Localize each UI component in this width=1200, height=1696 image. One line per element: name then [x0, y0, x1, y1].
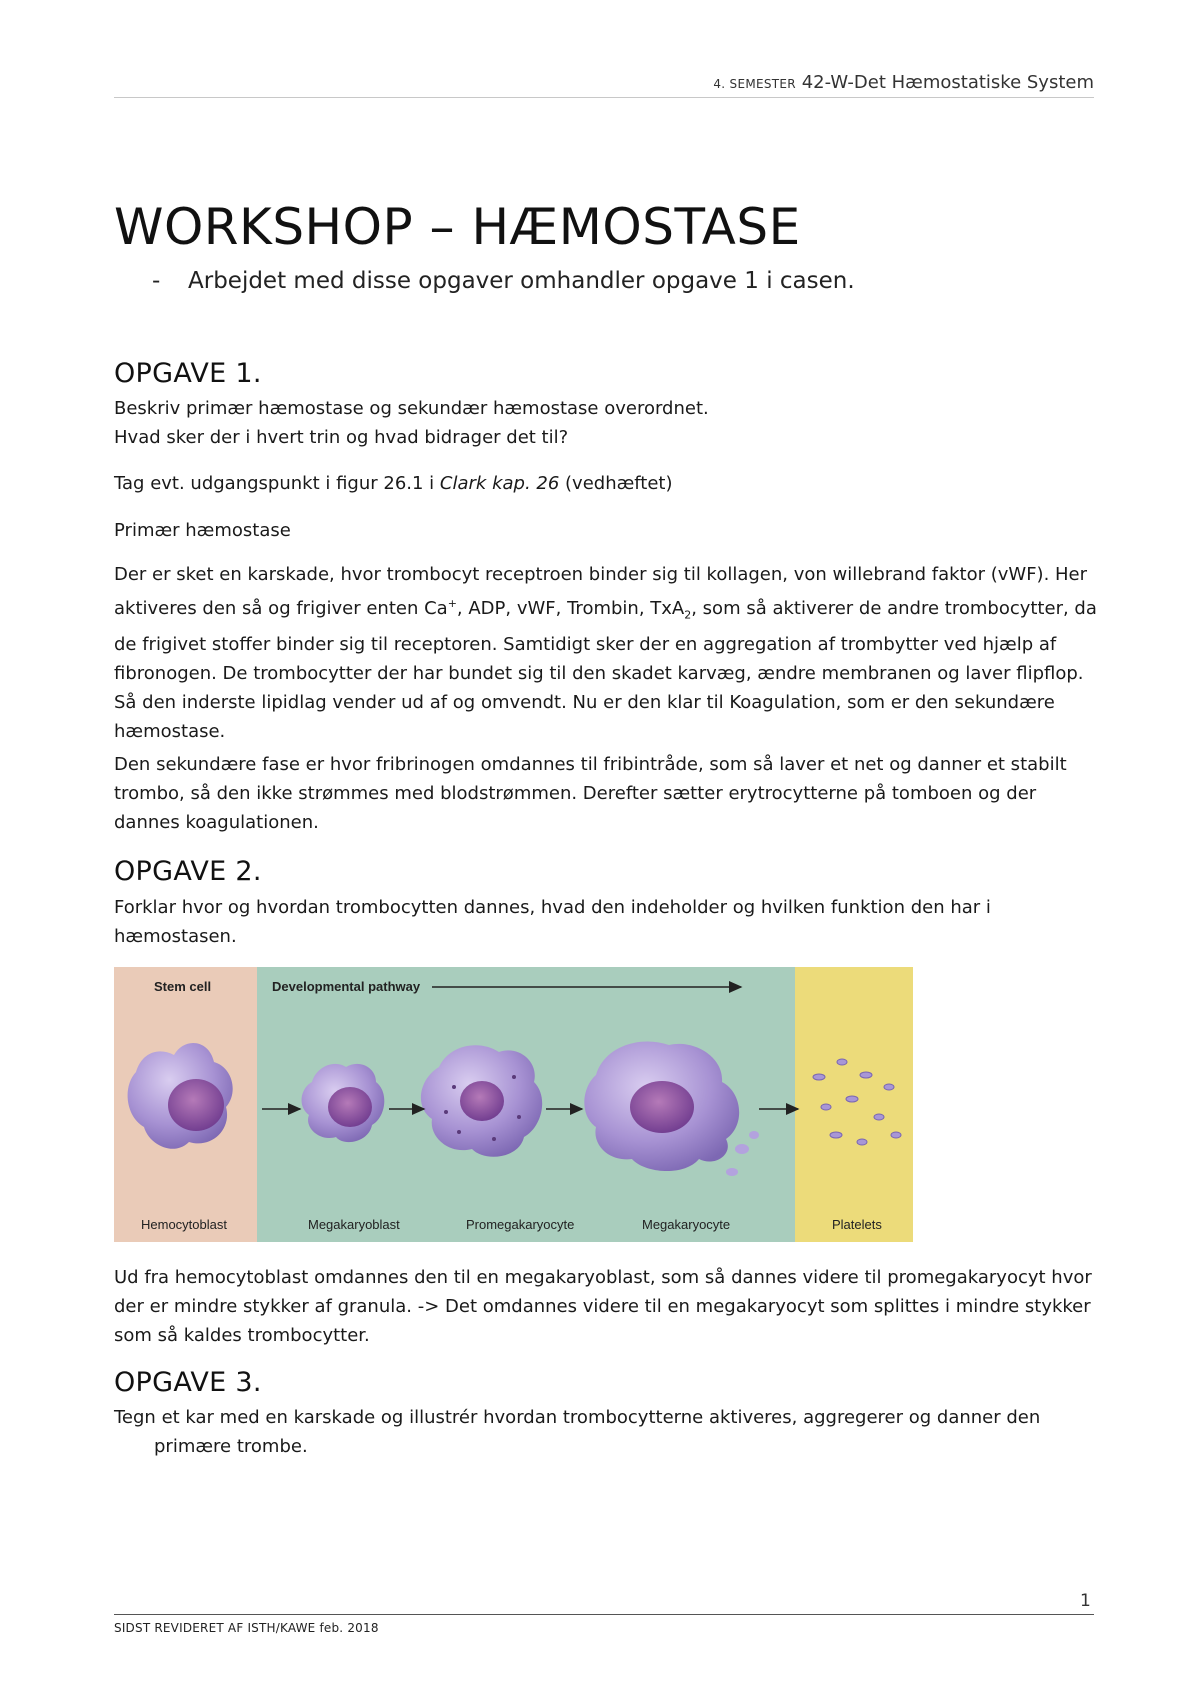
platelets-panel: [795, 967, 913, 1242]
opgave1-heading: OPGAVE 1.: [114, 358, 262, 389]
intro-bullet: [152, 268, 855, 294]
intro-bullet-text: Arbejdet med disse opgaver omhandler opgave 1 i casen.: [188, 268, 855, 294]
opgave3-question-line1: Tegn et kar med en karskade og illustrér hvordan trombocytterne aktiveres, aggregerer og danner den: [114, 1407, 1041, 1428]
header-semester: 4. SEMESTER: [713, 77, 796, 91]
opgave1-answer-secondary: Den sekundære fase er hvor fribrinogen omdannes til fribintråde, som så laver et net og danner et stabilt trombo, så den ikke strømmes med blodstrømmen. Derefter sætter erytrocytterne på tomboen og der dannes koagulationen.: [114, 754, 1067, 833]
reference-note: (vedhæftet): [559, 473, 673, 494]
opgave1-question: [114, 394, 1104, 452]
txa-subscript: 2: [684, 608, 692, 622]
label-megakaryocyte: Megakaryocyte: [642, 1217, 731, 1232]
opgave1-answer-primary: [114, 560, 1104, 746]
opgave1-question-line2: Hvad sker der i hvert trin og hvad bidrager det til?: [114, 427, 569, 448]
answer-primary-part2: , ADP, vWF, Trombin, TxA: [456, 598, 685, 619]
megakaryocyte-figure: [114, 967, 913, 1242]
opgave3-heading: OPGAVE 3.: [114, 1367, 262, 1398]
page-title: WORKSHOP – HÆMOSTASE: [114, 198, 801, 256]
stem-cell-header: Stem cell: [154, 979, 212, 994]
label-platelets: Platelets: [832, 1217, 882, 1232]
bullet-dash: -: [152, 268, 161, 294]
opgave3-question: [114, 1403, 1104, 1461]
reference-text: Tag evt. udgangspunkt i figur 26.1 i: [114, 473, 440, 494]
answer-primary-part1: Der er sket en karskade, hvor trombocyt receptroen binder sig til kollagen, von willebrand faktor (vWF). Her aktiveres den så og frigiver enten Ca: [114, 564, 1088, 619]
footer-divider: [114, 1614, 1094, 1615]
header-course: 42-W-Det Hæmostatiske System: [801, 72, 1094, 93]
pathway-header: Developmental pathway: [272, 979, 421, 994]
reference-book: Clark kap. 26: [439, 473, 560, 494]
header-divider: [114, 97, 1094, 98]
label-megakaryoblast: Megakaryoblast: [308, 1217, 400, 1232]
opgave3-question-line2: primære trombe.: [154, 1436, 308, 1457]
opgave1-question-line1: Beskriv primær hæmostase og sekundær hæmostase overordnet.: [114, 398, 709, 419]
label-hemocytoblast: Hemocytoblast: [141, 1217, 227, 1232]
opgave1-reference: [114, 469, 1104, 498]
opgave2-answer: Ud fra hemocytoblast omdannes den til en megakaryoblast, som så dannes videre til promegakaryocyt hvor der er mindre stykker af granula. -> Det omdannes videre til en megakaryocyt som splittes i mindre stykker som så kaldes trombocytter.: [114, 1267, 1092, 1346]
primary-hemostasis-label: Primær hæmostase: [114, 520, 291, 541]
opgave2-heading: OPGAVE 2.: [114, 856, 262, 887]
running-header: [114, 72, 1094, 93]
answer-primary-part3: , som så aktiverer de andre trombocytter, da de frigivet stoffer binder sig til receptoren. Samtidigt sker der en aggregation af trombytter ved hjælp af fibronogen. De trombocytter der har bundet sig til den skadet karvæg, ændre membranen og laver flipflop. Så den inderste lipidlag vender ud af og omvendt. Nu er den klar til Koagulation, som er den sekundære hæmostase.: [114, 598, 1097, 742]
footer-revised: SIDST REVIDERET AF ISTH/KAWE feb. 2018: [114, 1621, 379, 1635]
page-number: 1: [1080, 1591, 1091, 1611]
opgave2-question: Forklar hvor og hvordan trombocytten dannes, hvad den indeholder og hvilken funktion den har i hæmostasen.: [114, 897, 991, 947]
label-promegakaryocyte: Promegakaryocyte: [466, 1217, 575, 1232]
calcium-superscript: +: [447, 597, 457, 610]
